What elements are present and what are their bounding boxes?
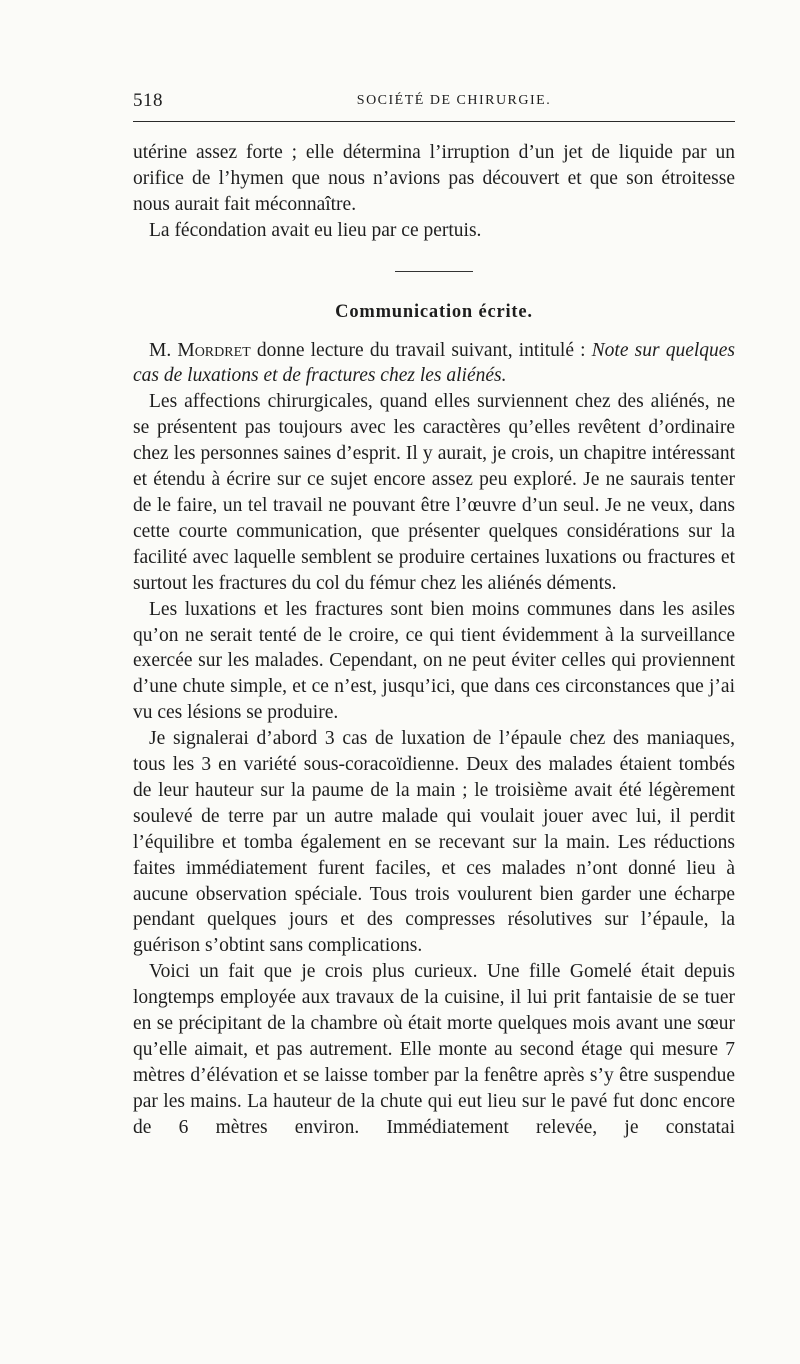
paragraph-7: Voici un fait que je crois plus curieux. Une fille Gomelé était depuis longtemps employée aux travaux de la cuisine, il lui prit fantaisie de se tuer en se précipitant de la chambre où était morte quelques mois avant une sœur qu’elle aimait, et pas autrement. Elle monte au second étage qui mesure 7 mètres d’élévation et se laisse tomber par la fenêtre après s’y être suspendue par les mains. La hauteur de la chute qui eut lieu sur le pavé fut donc encore de 6 mètres environ. Immédiatement relevée, je constatai [133, 961, 735, 1138]
page-number: 518 [133, 90, 163, 111]
header-rule [133, 121, 735, 122]
body-text [133, 140, 735, 1141]
paragraph-1: utérine assez forte ; elle détermina l’irruption d’un jet de liquide par un orifice de l’hymen que nous n’avions pas découvert et que son étroitesse nous aurait fait méconnaître. [133, 142, 735, 215]
paper-title: Note sur quelques cas de luxations et de fractures chez les aliénés. [133, 339, 736, 387]
speaker-name: Mordret [177, 339, 251, 361]
paragraph-5: Les luxations et les fractures sont bien moins communes dans les asiles qu’on ne serait tenté de le croire, ce qui tient évidemment à la surveillance exercée sur les malades. Cependant, on ne peut éviter celles qui proviennent d’une chute simple, et ce n’est, jusqu’ici, que dans ces circonstances que j’ai vu ces lésions se produire. [133, 598, 735, 724]
page-header [133, 88, 735, 116]
paragraph-3 [133, 338, 735, 390]
paragraph-6: Je signalerai d’abord 3 cas de luxation de l’épaule chez des maniaques, tous les 3 en variété sous-coracoïdienne. Deux des malades étaient tombés de leur hauteur sur la paume de la main ; le troisième avait été légèrement soulevé de terre par un autre malade qui voulait jouer avec lui, il perdit l’équilibre et tomba également en se recevant sur la main. Les réductions faites immédiatement furent faciles, et ces malades n’ont donné lieu à aucune observation spéciale. Tous trois voulurent bien garder une écharpe pendant quelques jours et des compresses résolutives sur l’épaule, la guérison s’obtint sans complications. [133, 728, 735, 957]
paragraph-3-text: donne lecture du travail suivant, intitulé : [256, 339, 586, 361]
running-head: SOCIÉTÉ DE CHIRURGIE. [356, 93, 552, 108]
section-separator [395, 271, 473, 272]
paragraph-2: La fécondation avait eu lieu par ce pertuis. [149, 219, 482, 241]
paragraph-4: Les affections chirurgicales, quand elles surviennent chez des aliénés, ne se présentent pas toujours avec les caractères qu’elles revêtent d’ordinaire chez les personnes saines d’esprit. Il y aurait, je crois, un chapitre intéressant et étendu à écrire sur ce sujet encore assez peu exploré. Je ne saurais tenter de le faire, un tel travail ne pouvant être l’œuvre d’un seul. Je ne veux, dans cette courte communication, que présenter quelques considérations sur la facilité avec laquelle semblent se produire certaines luxations ou fractures et surtout les fractures du col du fémur chez les aliénés déments. [133, 391, 735, 594]
section-title: Communication écrite. [335, 301, 533, 322]
speaker-prefix: M. [149, 339, 172, 361]
